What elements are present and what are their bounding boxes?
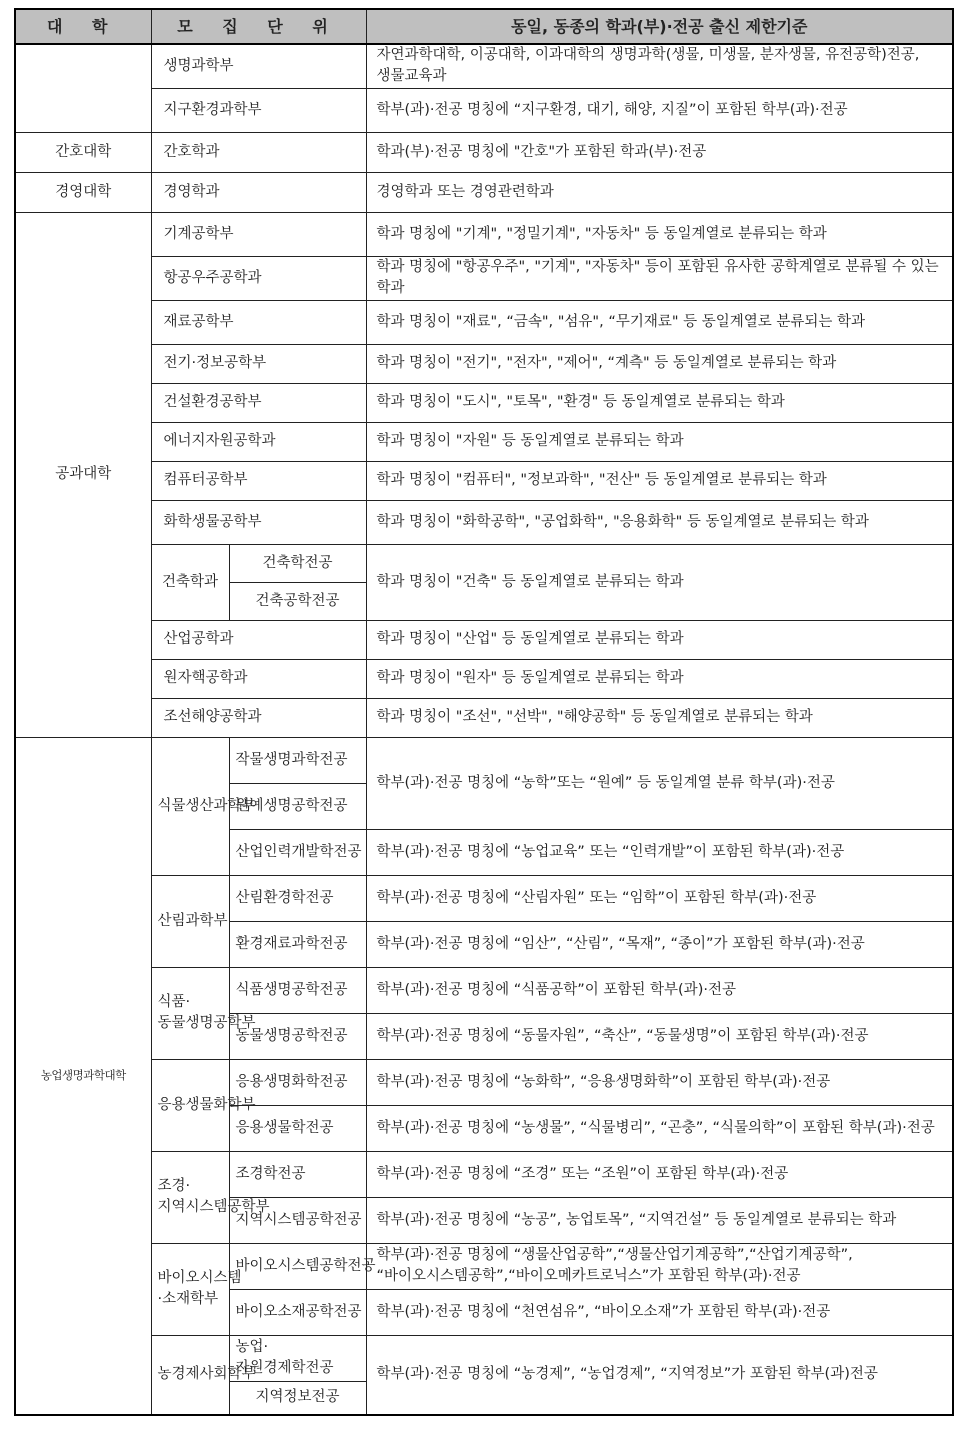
criteria-table [14,8,954,1416]
criteria-cell: 학부(과)·전공 명칭에 “농공”, 농업토목”, “지역건설” 등 동일계열로 분류되는 학과 [366,1197,953,1243]
table-row [15,132,953,172]
major-cell: 작물생명과학전공 [229,737,366,783]
unit-cell: 항공우주공학과 [151,256,366,300]
criteria-cell: 학부(과)·전공 명칭에 “임산”, “산림”, “목재”, “종이”가 포함된 학부(과)·전공 [366,921,953,967]
criteria-cell: 학부(과)·전공 명칭에 “농학”또는 “원예” 등 동일계열 분류 학부(과)·전공 [366,737,953,829]
major-cell: 건축학전공 [229,544,366,582]
college-business: 경영대학 [15,172,151,212]
major-cell: 농업·자원경제학전공 [229,1335,366,1381]
header-criteria: 동일, 동종의 학과(부)·전공 출신 제한기준 [366,9,953,44]
unit-cell: 지구환경과학부 [151,88,366,132]
table-row [15,212,953,256]
criteria-table-wrapper [14,8,952,1416]
table-row [15,44,953,88]
major-cell: 응용생명화학전공 [229,1059,366,1105]
major-cell: 바이오소재공학전공 [229,1289,366,1335]
major-cell: 산업인력개발학전공 [229,829,366,875]
header-unit: 모 집 단 위 [151,9,366,44]
college-nursing: 간호대학 [15,132,151,172]
table-row [15,659,953,698]
college-agri: 농업생명과학대학 [15,737,151,1415]
unit-cell: 기계공학부 [151,212,366,256]
table-row [15,967,953,1013]
criteria-cell: 학부(과)·전공 명칭에 “조경” 또는 “조원”이 포함된 학부(과)·전공 [366,1151,953,1197]
major-cell: 조경학전공 [229,1151,366,1197]
table-row [15,1059,953,1105]
major-cell: 건축공학전공 [229,582,366,620]
criteria-cell: 학과 명칭이 "자원" 등 동일계열로 분류되는 학과 [366,422,953,461]
major-cell: 식품생명공학전공 [229,967,366,1013]
header-college: 대 학 [15,9,151,44]
criteria-cell: 학과 명칭이 "도시", "토목", "환경" 등 동일계열로 분류되는 학과 [366,383,953,422]
unit-cell: 건축학과 [151,544,229,620]
criteria-cell: 학부(과)·전공 명칭에 “산림자원” 또는 “임학”이 포함된 학부(과)·전공 [366,875,953,921]
major-cell: 원예생명공학전공 [229,783,366,829]
unit-cell: 바이오시스템·소재학부 [151,1243,229,1335]
major-cell: 바이오시스템공학전공 [229,1243,366,1289]
table-row [15,1335,953,1381]
header-row [15,9,953,44]
criteria-cell: 자연과학대학, 이공대학, 이과대학의 생명과학(생물, 미생물, 분자생물, 유전공학)전공, 생물교육과 [366,44,953,88]
criteria-cell: 학과 명칭이 "화학공학", "공업화학", "응용화학" 등 동일계열로 분류되는 학과 [366,500,953,544]
criteria-cell: 학부(과)·전공 명칭에 “농업교육” 또는 “인력개발”이 포함된 학부(과)·전공 [366,829,953,875]
table-row [15,544,953,582]
table-row [15,737,953,783]
criteria-cell: 학과 명칭이 "산업" 등 동일계열로 분류되는 학과 [366,620,953,659]
table-row [15,344,953,383]
unit-cell: 간호학과 [151,132,366,172]
unit-cell: 조경·지역시스템공학부 [151,1151,229,1243]
criteria-cell: 학과(부)·전공 명칭에 "간호"가 포함된 학과(부)·전공 [366,132,953,172]
unit-cell: 전기·정보공학부 [151,344,366,383]
criteria-cell: 학부(과)·전공 명칭에 “동물자원”, “축산”, “동물생명”이 포함된 학부(과)·전공 [366,1013,953,1059]
criteria-cell: 학부(과)·전공 명칭에 “농경제”, “농업경제”, “지역정보”가 포함된 학부(과)전공 [366,1335,953,1415]
table-row [15,461,953,500]
table-row [15,422,953,461]
table-row [15,1151,953,1197]
major-cell: 지역정보전공 [229,1381,366,1415]
unit-cell: 조선해양공학과 [151,698,366,737]
criteria-cell: 학과 명칭에 "기계", "정밀기계", "자동차" 등 동일계열로 분류되는 학과 [366,212,953,256]
table-row [15,1243,953,1289]
unit-cell: 산림과학부 [151,875,229,967]
major-cell: 산림환경학전공 [229,875,366,921]
major-cell: 환경재료과학전공 [229,921,366,967]
unit-cell: 산업공학과 [151,620,366,659]
criteria-cell: 학부(과)·전공 명칭에 “천연섬유”, “바이오소재”가 포함된 학부(과)·전공 [366,1289,953,1335]
table-row [15,875,953,921]
unit-cell: 화학생물공학부 [151,500,366,544]
unit-cell: 식품·동물생명공학부 [151,967,229,1059]
criteria-cell: 학과 명칭이 "원자" 등 동일계열로 분류되는 학과 [366,659,953,698]
unit-cell: 응용생물화학부 [151,1059,229,1151]
college-natsci [15,44,151,132]
major-cell: 지역시스템공학전공 [229,1197,366,1243]
criteria-cell: 학부(과)·전공 명칭에 “농생물”, “식물병리”, “곤충”, “식물의학”이 포함된 학부(과)·전공 [366,1105,953,1151]
criteria-cell: 학과 명칭이 "전기", "전자", "제어", “계측" 등 동일계열로 분류되는 학과 [366,344,953,383]
criteria-cell: 학과 명칭이 "건축" 등 동일계열로 분류되는 학과 [366,544,953,620]
unit-cell: 농경제사회학부 [151,1335,229,1415]
unit-cell: 경영학과 [151,172,366,212]
criteria-cell: 학부(과)·전공 명칭에 “식품공학”이 포함된 학부(과)·전공 [366,967,953,1013]
criteria-cell: 학과 명칭이 "조선", "선박", "해양공학" 등 동일계열로 분류되는 학과 [366,698,953,737]
criteria-cell: 학부(과)·전공 명칭에 “생물산업공학”,“생물산업기계공학”,“산업기계공학”, “바이오시스템공학”,“바이오메카트로닉스”가 포함된 학부(과)·전공 [366,1243,953,1289]
criteria-cell: 학과 명칭이 "컴퓨터", "정보과학", "전산" 등 동일계열로 분류되는 학과 [366,461,953,500]
criteria-cell: 학과 명칭이 "재료", “금속", "섬유", “무기재료" 등 동일계열로 분류되는 학과 [366,300,953,344]
table-row [15,172,953,212]
unit-cell: 컴퓨터공학부 [151,461,366,500]
unit-cell: 식물생산과학부 [151,737,229,875]
table-row [15,256,953,300]
criteria-cell: 경영학과 또는 경영관련학과 [366,172,953,212]
table-row [15,698,953,737]
unit-cell: 에너지자원공학과 [151,422,366,461]
criteria-cell: 학과 명칭에 "항공우주", "기계", "자동차" 등이 포함된 유사한 공학계열로 분류될 수 있는 학과 [366,256,953,300]
table-row [15,620,953,659]
unit-cell: 재료공학부 [151,300,366,344]
criteria-cell: 학부(과)·전공 명칭에 “지구환경, 대기, 해양, 지질”이 포함된 학부(과)·전공 [366,88,953,132]
unit-cell: 원자핵공학과 [151,659,366,698]
college-engineering: 공과대학 [15,212,151,737]
major-cell: 동물생명공학전공 [229,1013,366,1059]
unit-cell: 생명과학부 [151,44,366,88]
table-row [15,300,953,344]
major-cell: 응용생물학전공 [229,1105,366,1151]
table-row [15,383,953,422]
table-row [15,88,953,132]
table-row [15,500,953,544]
criteria-cell: 학부(과)·전공 명칭에 “농화학”, “응용생명화학”이 포함된 학부(과)·전공 [366,1059,953,1105]
unit-cell: 건설환경공학부 [151,383,366,422]
